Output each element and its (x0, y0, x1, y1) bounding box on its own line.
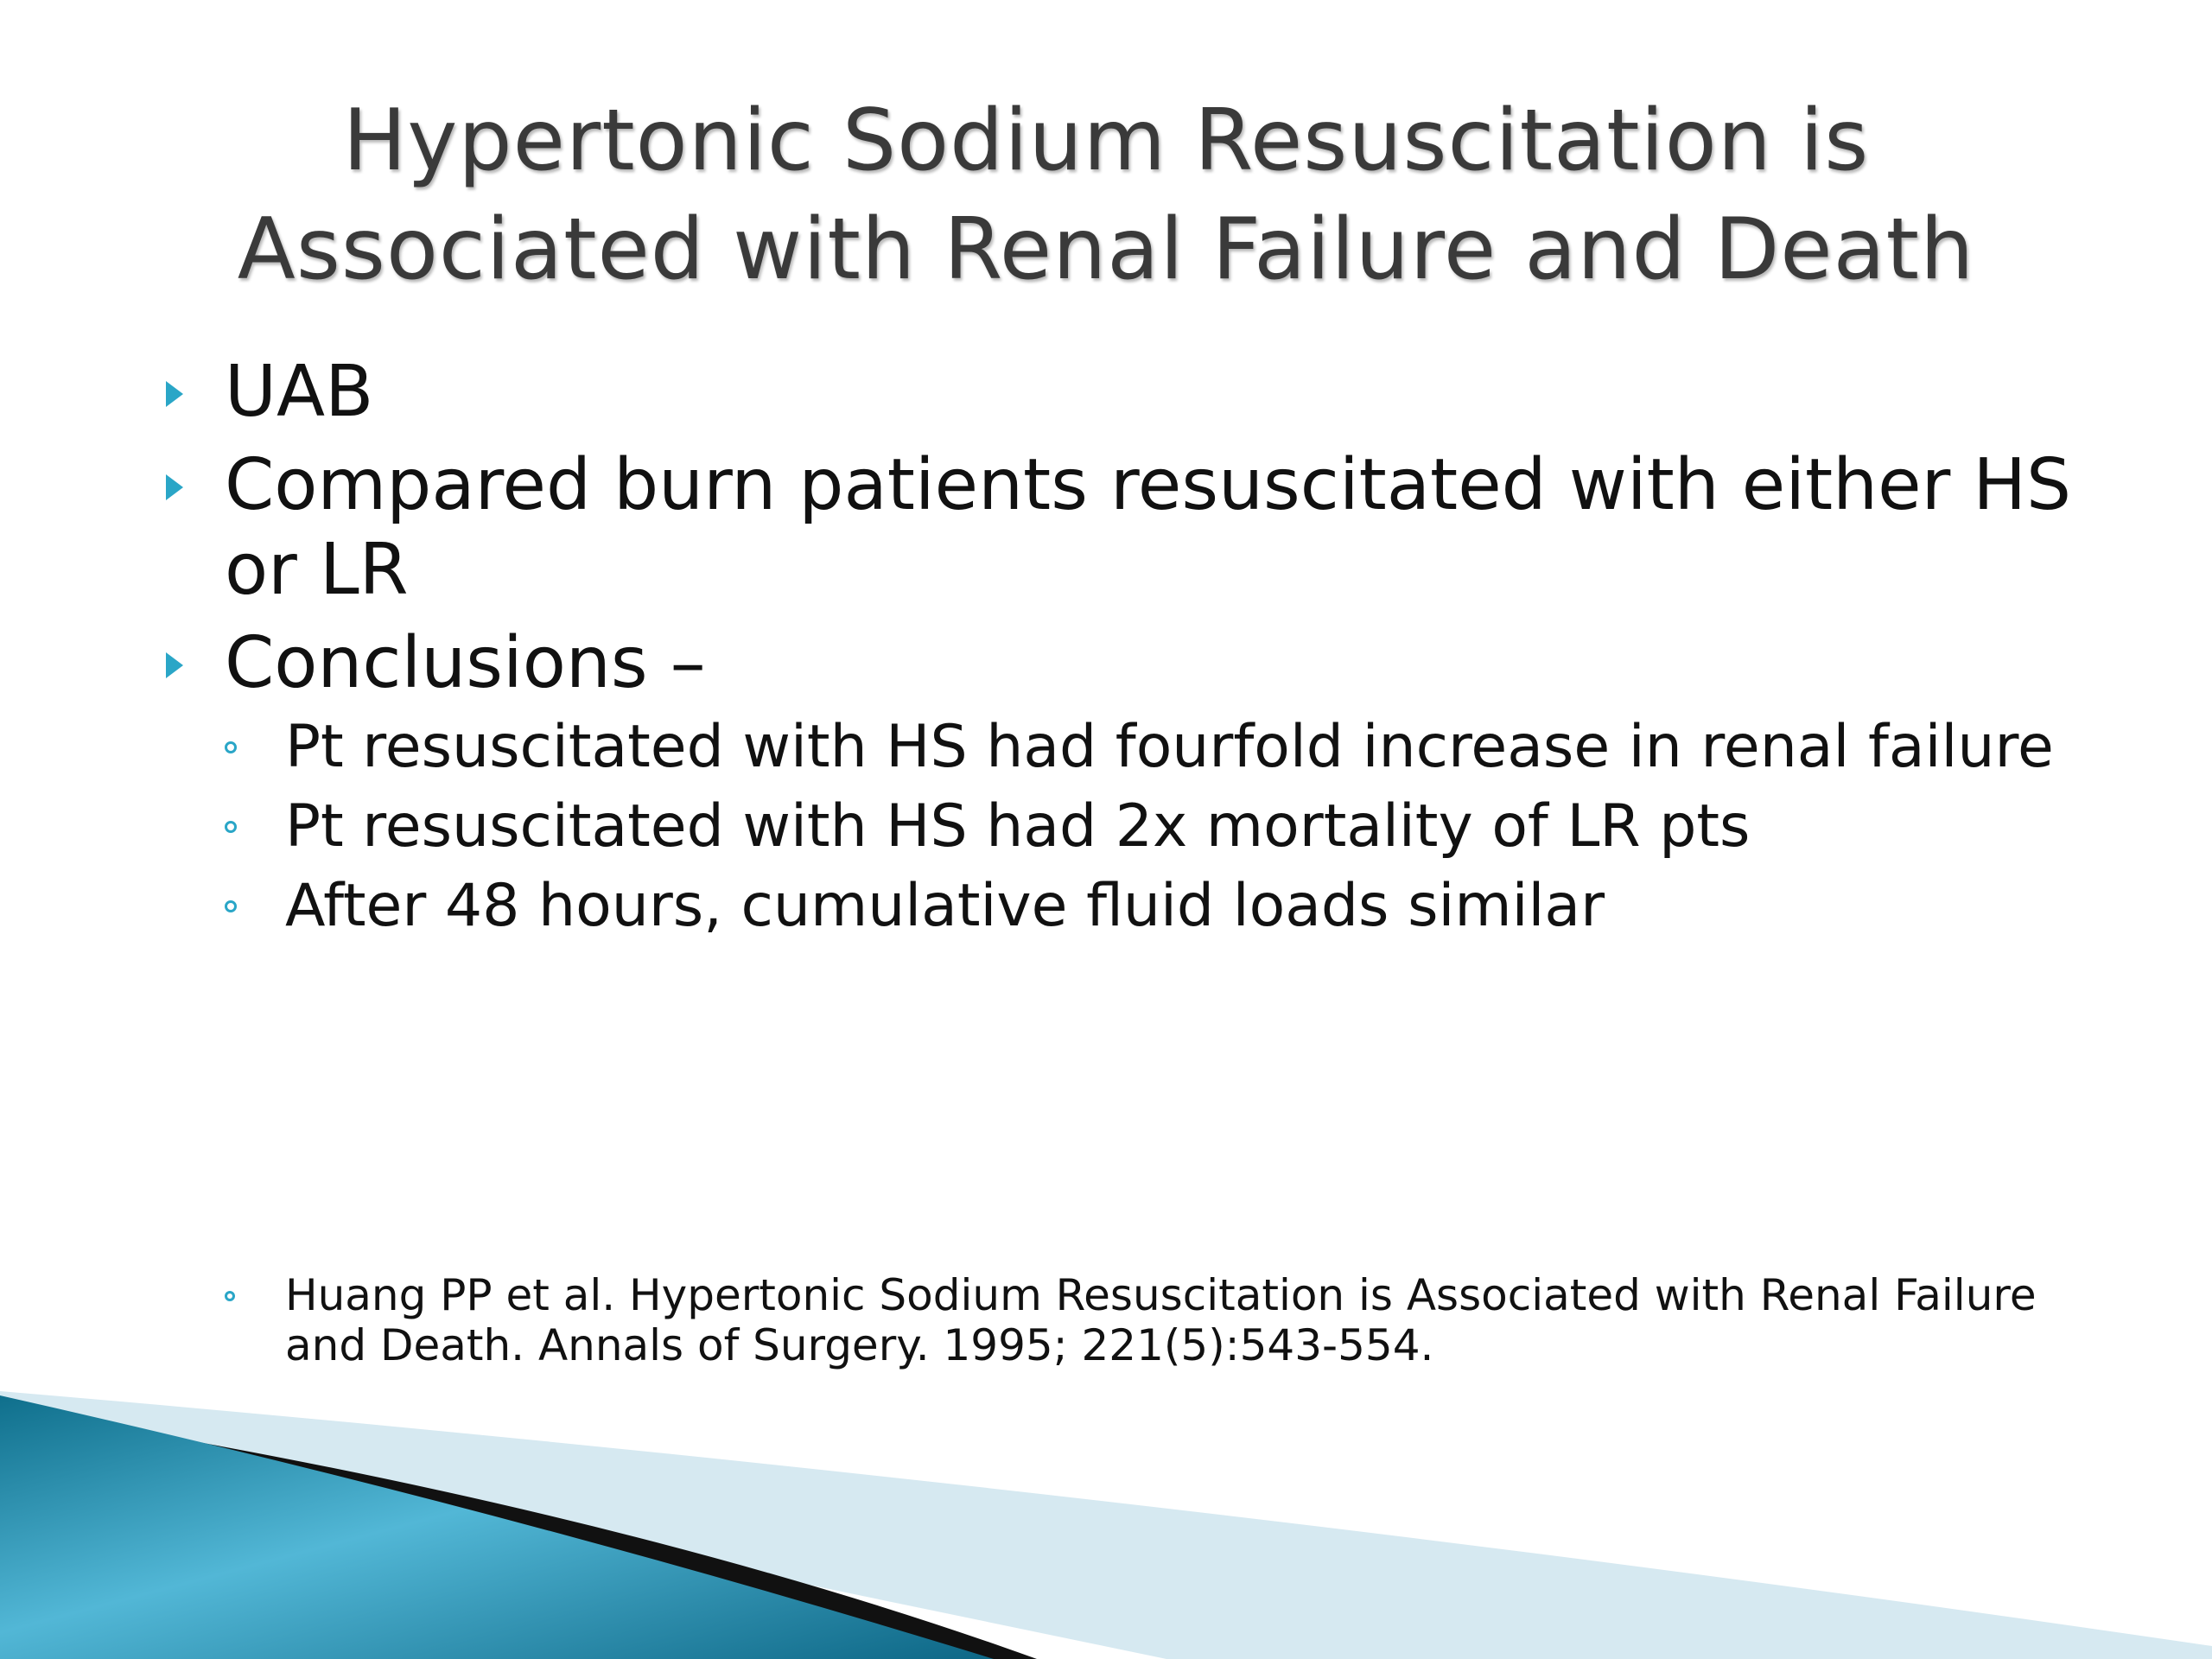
title-line-1: Hypertonic Sodium Resuscitation is (342, 92, 1870, 190)
ring-bullet-icon (225, 821, 237, 833)
reference-citation (225, 1270, 2100, 1370)
triangle-bullet-icon (166, 474, 183, 500)
teal-wedge (0, 1395, 994, 1659)
bullet-list (156, 350, 2091, 951)
sub-bullet-list (225, 713, 2091, 941)
triangle-bullet-icon (166, 652, 183, 678)
black-band (0, 1408, 1037, 1659)
bullet-item (156, 350, 2091, 435)
reference-text: Huang PP et al. Hypertonic Sodium Resuscitation is Associated with Renal Failure and Death. Annals of Surgery. 1995; 221(5):543-554. (285, 1270, 2037, 1370)
sub-bullet-item (225, 792, 2091, 861)
sub-bullet-text: Pt resuscitated with HS had fourfold increase in renal failure (285, 713, 2054, 781)
sub-bullet-item (225, 713, 2091, 782)
ring-bullet-icon (225, 900, 237, 912)
bullet-text: Compared burn patients resuscitated with either HS or LR (225, 444, 2072, 611)
sub-bullet-text: After 48 hours, cumulative fluid loads similar (285, 872, 1605, 940)
bullet-text: Conclusions – (225, 622, 706, 704)
slide-title (86, 86, 2126, 304)
title-line-2: Associated with Renal Failure and Death (237, 200, 1975, 299)
bullet-item (156, 621, 2091, 941)
light-blue-band (0, 1391, 2212, 1659)
bullet-text: UAB (225, 351, 374, 433)
bullet-item (156, 443, 2091, 613)
ring-bullet-icon (225, 741, 237, 753)
sub-bullet-item (225, 872, 2091, 941)
ring-bullet-icon (225, 1291, 235, 1301)
sub-bullet-text: Pt resuscitated with HS had 2x mortality of LR pts (285, 792, 1751, 861)
triangle-bullet-icon (166, 381, 183, 407)
